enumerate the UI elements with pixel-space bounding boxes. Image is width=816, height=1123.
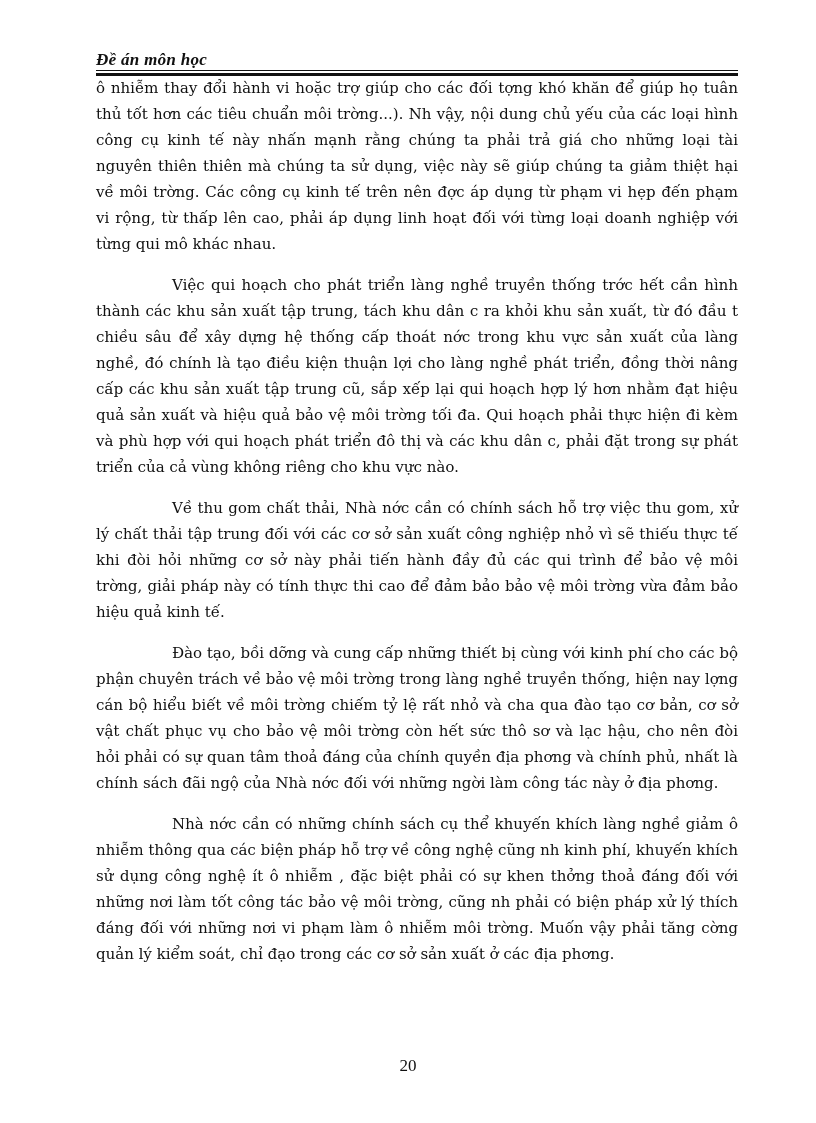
paragraph-3: Về thu gom chất thải, Nhà nớc cần có chính sách hỗ trợ việc thu gom, xử lý chất thải tập trung đối với các cơ sở sản xuất công nghiệp nhỏ vì sẽ thiếu thực tế khi đòi hỏi những cơ sở này phải tiến hành đầy đủ các qui trình để bảo vệ môi trờng, giải pháp này có tính thực thi cao để đảm bảo bảo vệ môi trờng vừa đảm bảo hiệu quả kinh tế. [96, 499, 738, 621]
page-number: 20 [399, 1056, 417, 1075]
page-header-title: Đề án môn học [96, 50, 208, 69]
paragraph-4: Đào tạo, bồi dỡng và cung cấp những thiết bị cùng với kinh phí cho các bộ phận chuyên trách về bảo vệ môi trờng trong làng nghề truyền thống, hiện nay lợng cán bộ hiểu biết về môi trờng chiếm tỷ lệ rất nhỏ và cha qua đào tạo cơ bản, cơ sở vật chất phục vụ cho bảo vệ môi trờng còn hết sức thô sơ và lạc hậu, cho nên đòi hỏi phải có sự quan tâm thoả đáng của chính quyền địa phơng và chính phủ, nhất là chính sách đãi ngộ của Nhà nớc đối với những ngời làm công tác này ở địa phơng. [96, 644, 738, 792]
paragraph-1: ô nhiễm thay đổi hành vi hoặc trợ giúp cho các đối tợng khó khăn để giúp họ tuân thủ tốt hơn các tiêu chuẩn môi trờng...). Nh vậy, nội dung chủ yếu của các loại hình công cụ kinh tế này nhấn mạnh rằng chúng ta phải trả giá cho những loại tài nguyên thiên thiên mà chúng ta sử dụng, việc này sẽ giúp chúng ta giảm thiệt hại về môi trờng. Các công cụ kinh tế trên nên đợc áp dụng từ phạm vi hẹp đến phạm vi rộng, từ thấp lên cao, phải áp dụng linh hoạt đối với từng loại doanh nghiệp với từng qui mô khác nhau. [96, 79, 738, 253]
header-rule-thin [96, 70, 738, 71]
paragraph-2: Việc qui hoạch cho phát triển làng nghề truyền thống trớc hết cần hình thành các khu sản xuất tập trung, tách khu dân c ra khỏi khu sản xuất, từ đó đầu t chiều sâu để xây dựng hệ thống cấp thoát nớc trong khu vực sản xuất của làng nghề, đó chính là tạo điều kiện thuận lợi cho làng nghề phát triển, đồng thời nâng cấp các khu sản xuất tập trung cũ, sắp xếp lại qui hoạch hợp lý hơn nhằm đạt hiệu quả sản xuất và hiệu quả bảo vệ môi trờng tối đa. Qui hoạch phải thực hiện đi kèm và phù hợp với qui hoạch phát triển đô thị và các khu dân c, phải đặt trong sự phát triển của cả vùng không riêng cho khu vực nào. [96, 276, 738, 476]
paragraph-5: Nhà nớc cần có những chính sách cụ thể khuyến khích làng nghề giảm ô nhiễm thông qua các biện pháp hỗ trợ về công nghệ cũng nh kinh phí, khuyến khích sử dụng công nghệ ít ô nhiễm , đặc biệt phải có sự khen thởng thoả đáng đối với những nơi làm tốt công tác bảo vệ môi trờng, cũng nh phải có biện pháp xử lý thích đáng đối với những nơi vi phạm làm ô nhiễm môi trờng. Muốn vậy phải tăng cờng quản lý kiểm soát, chỉ đạo trong các cơ sở sản xuất ở các địa phơng. [96, 815, 738, 963]
document-body [96, 75, 738, 982]
